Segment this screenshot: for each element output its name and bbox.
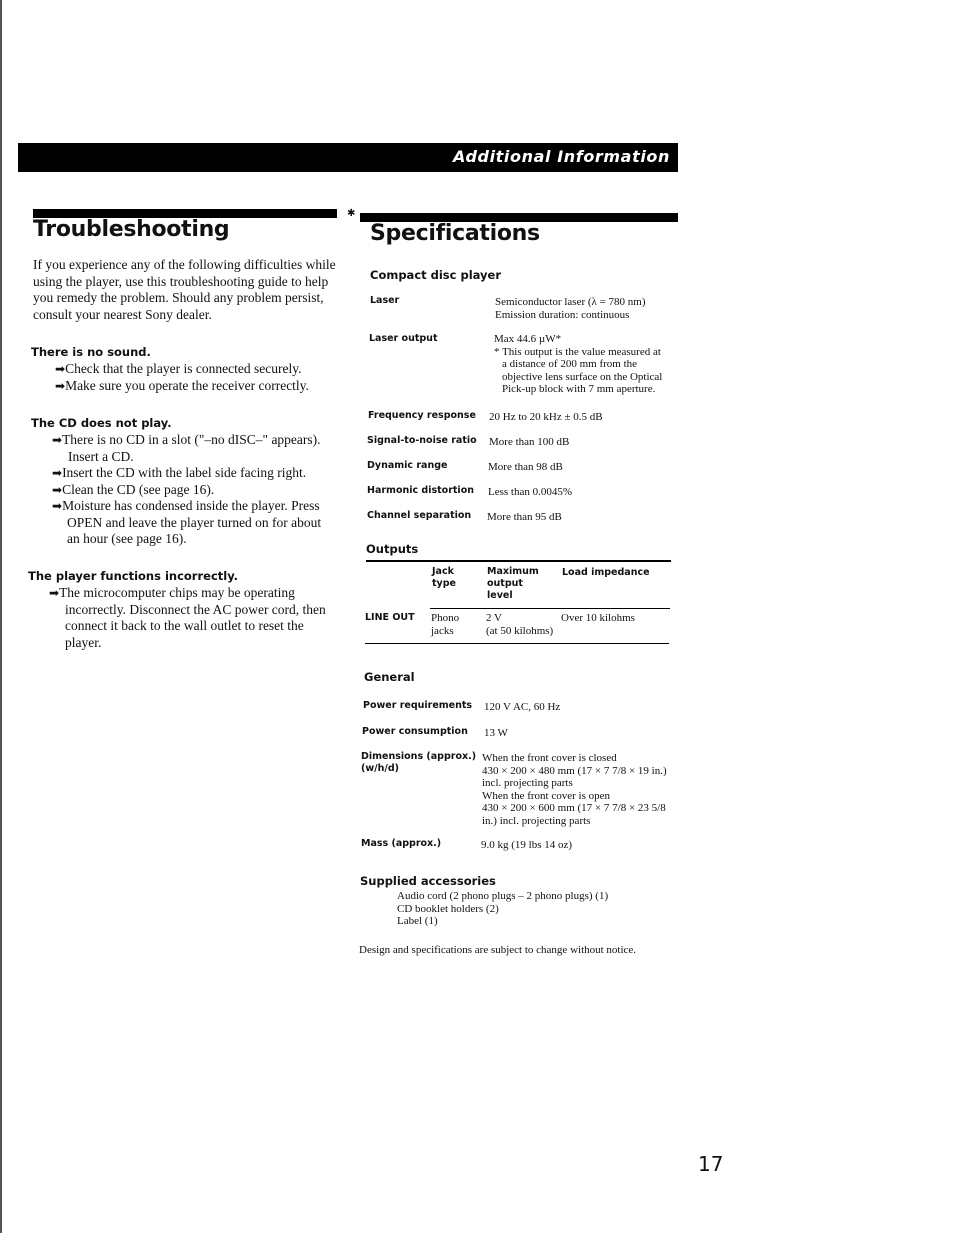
section-heading: General bbox=[364, 670, 415, 684]
problem-remedies bbox=[49, 585, 349, 651]
spec-value: Less than 0.0045% bbox=[488, 486, 573, 498]
remedy-text: There is no CD in a slot ("–no dISC–" appears). bbox=[62, 432, 321, 447]
column-header-jack bbox=[432, 566, 456, 590]
spec-value-line: objective lens surface on the Optical bbox=[502, 370, 663, 383]
mark-icon: ✱ bbox=[347, 208, 356, 219]
problem-heading: The CD does not play. bbox=[31, 416, 172, 430]
spec-label: Harmonic distortion bbox=[367, 485, 474, 496]
arrow-icon: ➡ bbox=[49, 586, 60, 600]
remedy-line bbox=[52, 498, 352, 515]
page-number: 17 bbox=[698, 1152, 724, 1176]
spec-label: Power consumption bbox=[362, 726, 468, 737]
list-item: Audio cord (2 phono plugs – 2 phono plugs) (1) bbox=[397, 890, 609, 902]
spec-value-line: in.) incl. projecting parts bbox=[482, 814, 591, 827]
spec-value: 20 Hz to 20 kHz ± 0.5 dB bbox=[489, 411, 603, 423]
spec-value-line: When the front cover is open bbox=[482, 789, 610, 802]
header-line: type bbox=[432, 578, 456, 589]
section-heading: Supplied accessories bbox=[360, 874, 496, 888]
level-value bbox=[486, 612, 553, 637]
section-banner bbox=[18, 143, 678, 172]
jack-value bbox=[431, 612, 459, 637]
spec-label bbox=[361, 751, 476, 775]
spec-value: 120 V AC, 60 Hz bbox=[484, 701, 561, 713]
problem-heading: The player functions incorrectly. bbox=[28, 569, 239, 583]
accessories-list bbox=[397, 890, 608, 928]
intro-line: consult your nearest Sony dealer. bbox=[33, 306, 212, 322]
problem-remedies bbox=[55, 361, 355, 394]
remedy-text: Moisture has condensed inside the player. Press bbox=[62, 498, 320, 513]
remedy-text: The microcomputer chips may be operating bbox=[59, 585, 295, 600]
intro-line: you remedy the problem. Should any problem persist, bbox=[33, 290, 324, 305]
problem-heading: There is no sound. bbox=[31, 345, 151, 359]
remedy-text: Check that the player is connected securely. bbox=[65, 361, 302, 376]
table-bottom-rule bbox=[365, 643, 669, 644]
arrow-icon: ➡ bbox=[52, 466, 63, 480]
spec-value: 9.0 kg (19 lbs 14 oz) bbox=[481, 839, 573, 851]
spec-value-line: 430 × 200 × 600 mm (17 × 7 7/8 × 23 5/8 bbox=[482, 802, 666, 814]
arrow-icon: ➡ bbox=[52, 499, 63, 513]
spec-label: Dynamic range bbox=[367, 460, 448, 471]
arrow-icon: ➡ bbox=[55, 362, 66, 376]
spec-value-line: incl. projecting parts bbox=[482, 777, 573, 789]
remedy-line: Insert a CD. bbox=[68, 448, 134, 464]
spec-value-line: Max 44.6 µW* bbox=[494, 333, 562, 345]
change-notice: Design and specifications are subject to change without notice. bbox=[359, 944, 637, 956]
spec-value: More than 98 dB bbox=[488, 461, 563, 473]
intro-line: If you experience any of the following difficulties while bbox=[33, 257, 336, 272]
remedy-text: Make sure you operate the receiver correctly. bbox=[65, 377, 309, 393]
spec-label: Power requirements bbox=[363, 700, 473, 711]
arrow-icon: ➡ bbox=[52, 433, 63, 447]
spec-value: More than 95 dB bbox=[487, 511, 562, 523]
spec-value bbox=[494, 333, 662, 396]
spec-label: Signal-to-noise ratio bbox=[367, 435, 477, 446]
section-title: Additional Information bbox=[452, 147, 670, 166]
remedy-line bbox=[52, 432, 352, 449]
remedy-line: incorrectly. Disconnect the AC power cord, then bbox=[65, 601, 326, 617]
page-left-edge bbox=[0, 0, 2, 1233]
problem-remedies bbox=[52, 432, 352, 548]
label-line: (w/h/d) bbox=[361, 763, 399, 774]
cell-line: Phono bbox=[431, 612, 460, 624]
spec-label: Mass (approx.) bbox=[361, 838, 442, 849]
cell-line: jacks bbox=[431, 624, 454, 637]
remedy-text: Clean the CD (see page 16). bbox=[62, 481, 215, 497]
remedy-line bbox=[52, 482, 352, 499]
spec-label: Laser output bbox=[369, 333, 438, 344]
table-top-rule bbox=[366, 560, 671, 562]
column-header-level bbox=[487, 566, 539, 602]
spec-value-line: a distance of 200 mm from the bbox=[502, 358, 638, 370]
intro-line: using the player, use this troubleshooting guide to help bbox=[33, 273, 329, 289]
remedy-line: an hour (see page 16). bbox=[67, 531, 187, 546]
spec-value-line: When the front cover is closed bbox=[482, 752, 617, 764]
header-line: Jack bbox=[432, 566, 454, 577]
section-heading: Compact disc player bbox=[370, 268, 502, 282]
remedy-line bbox=[49, 585, 349, 602]
spec-value-line: Emission duration: continuous bbox=[495, 308, 630, 321]
spec-value bbox=[482, 752, 667, 827]
label-line: Dimensions (approx.) bbox=[361, 751, 477, 762]
spec-value bbox=[495, 296, 646, 321]
remedy-line bbox=[55, 361, 355, 378]
header-line: level bbox=[487, 590, 513, 601]
arrow-icon: ➡ bbox=[52, 482, 63, 497]
header-line: Maximum bbox=[487, 566, 539, 577]
spec-label: Frequency response bbox=[368, 410, 476, 421]
list-item: Label (1) bbox=[397, 915, 438, 927]
remedy-line bbox=[55, 378, 355, 395]
troubleshooting-title: Troubleshooting bbox=[33, 217, 230, 242]
spec-value-line: * This output is the value measured at bbox=[494, 345, 661, 358]
specifications-title: Specifications bbox=[370, 221, 540, 246]
cell-line: (at 50 kilohms) bbox=[486, 624, 554, 637]
remedy-text: Insert the CD with the label side facing right. bbox=[62, 465, 307, 480]
remedy-line bbox=[52, 465, 352, 482]
spec-value: More than 100 dB bbox=[489, 436, 570, 448]
section-heading: Outputs bbox=[366, 542, 419, 556]
remedy-line: player. bbox=[65, 634, 102, 650]
arrow-icon: ➡ bbox=[55, 378, 66, 393]
cell-line: 2 V bbox=[486, 612, 502, 624]
spec-label: Laser bbox=[370, 295, 400, 306]
spec-value-line: 430 × 200 × 480 mm (17 × 7 7/8 × 19 in.) bbox=[482, 764, 667, 777]
spec-value-line: Pick-up block with 7 mm aperture. bbox=[502, 383, 656, 395]
remedy-line: OPEN and leave the player turned on for about bbox=[67, 514, 322, 530]
list-item: CD booklet holders (2) bbox=[397, 902, 499, 915]
spec-value: 13 W bbox=[484, 727, 508, 739]
column-header-load: Load impedance bbox=[562, 567, 650, 578]
row-label: LINE OUT bbox=[365, 612, 415, 623]
remedy-line: connect it back to the wall outlet to reset the bbox=[65, 618, 304, 633]
table-header-rule bbox=[430, 608, 670, 609]
spec-value-line: Semiconductor laser (λ = 780 nm) bbox=[495, 296, 646, 308]
header-line: output bbox=[487, 578, 523, 589]
troubleshooting-intro bbox=[33, 257, 343, 323]
load-value: Over 10 kilohms bbox=[561, 612, 635, 624]
spec-label: Channel separation bbox=[367, 510, 472, 521]
